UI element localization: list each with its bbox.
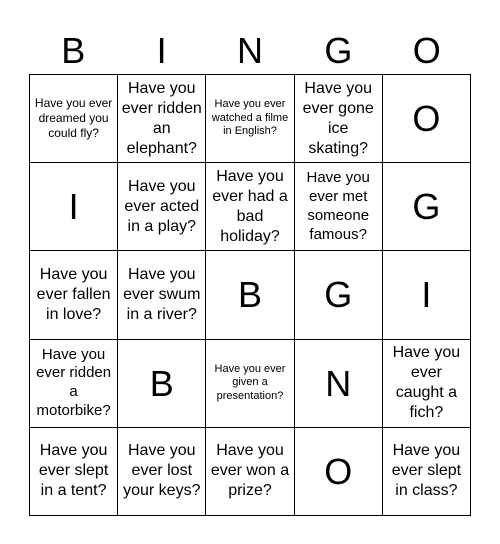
bingo-question-cell[interactable]: Have you ever won a prize?: [206, 428, 294, 516]
bingo-letter-cell[interactable]: B: [118, 340, 206, 428]
bingo-question-cell[interactable]: Have you ever had a bad holiday?: [206, 163, 294, 251]
bingo-letter-cell[interactable]: O: [295, 428, 383, 516]
bingo-letter-cell[interactable]: O: [383, 75, 471, 163]
bingo-question-cell[interactable]: Have you ever ridden an elephant?: [118, 75, 206, 163]
bingo-question-cell[interactable]: Have you ever swum in a river?: [118, 251, 206, 339]
header-letter-g: G: [324, 30, 353, 71]
bingo-letter-cell[interactable]: N: [295, 340, 383, 428]
bingo-question-cell[interactable]: Have you ever slept in a tent?: [30, 428, 118, 516]
bingo-letter-cell[interactable]: G: [383, 163, 471, 251]
bingo-letter-cell[interactable]: B: [206, 251, 294, 339]
bingo-question-cell[interactable]: Have you ever gone ice skating?: [295, 75, 383, 163]
bingo-question-cell[interactable]: Have you ever watched a filme in English?: [206, 75, 294, 163]
bingo-question-cell[interactable]: Have you ever met someone famous?: [295, 163, 383, 251]
bingo-board: [29, 74, 471, 516]
bingo-question-cell[interactable]: Have you ever caught a fich?: [383, 340, 471, 428]
bingo-question-cell[interactable]: Have you ever fallen in love?: [30, 251, 118, 339]
bingo-question-cell[interactable]: Have you ever slept in class?: [383, 428, 471, 516]
bingo-question-cell[interactable]: Have you ever lost your keys?: [118, 428, 206, 516]
bingo-letter-cell[interactable]: G: [295, 251, 383, 339]
bingo-header: [29, 28, 471, 74]
header-letter-i: I: [156, 30, 167, 71]
bingo-letter-cell[interactable]: I: [30, 163, 118, 251]
header-letter-n: N: [236, 30, 263, 71]
bingo-question-cell[interactable]: Have you ever given a presentation?: [206, 340, 294, 428]
bingo-question-cell[interactable]: Have you ever ridden a motorbike?: [30, 340, 118, 428]
header-letter-b: B: [61, 30, 86, 71]
header-letter-o: O: [412, 30, 441, 71]
bingo-letter-cell[interactable]: I: [383, 251, 471, 339]
bingo-question-cell[interactable]: Have you ever dreamed you could fly?: [30, 75, 118, 163]
bingo-question-cell[interactable]: Have you ever acted in a play?: [118, 163, 206, 251]
